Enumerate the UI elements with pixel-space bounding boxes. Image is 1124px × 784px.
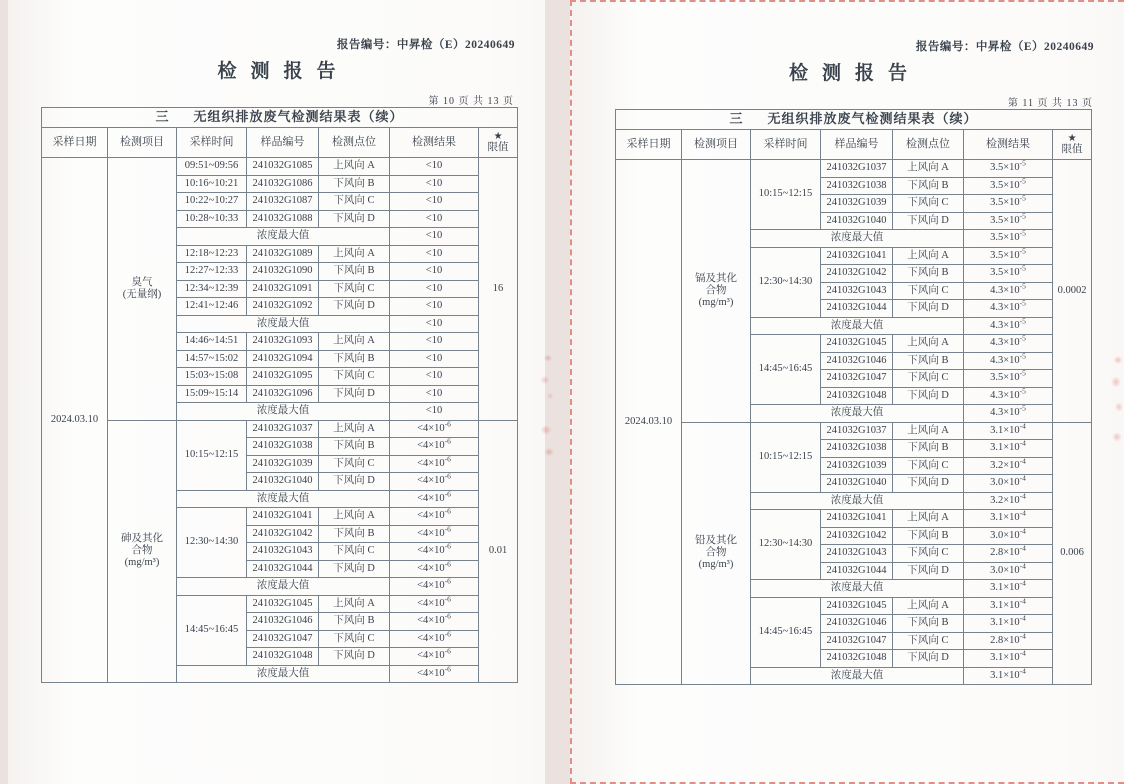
cell-sample: 241032G1045 [247, 595, 319, 613]
col-header-2: 采样时间 [751, 130, 821, 160]
cell-result: <10 [390, 263, 479, 281]
cell-location: 下风向 D [893, 475, 964, 493]
cell-location: 下风向 B [319, 525, 390, 543]
cell-time: 12:30~14:30 [751, 247, 821, 317]
cell-location: 下风向 B [893, 352, 964, 370]
cell-result: $3.2\times 10^{-4}$ [964, 492, 1053, 510]
cell-result: <10 [390, 385, 479, 403]
cell-sample: 241032G1087 [247, 193, 319, 211]
cell-sample: 241032G1040 [247, 473, 319, 491]
cell-limit: 0.006 [1053, 422, 1092, 685]
cell-date: 2024.03.10 [616, 160, 682, 685]
cell-sample: 241032G1045 [821, 335, 893, 353]
cell-location: 下风向 D [319, 210, 390, 228]
cell-location: 下风向 C [893, 457, 964, 475]
cell-location: 下风向 C [319, 543, 390, 561]
col-header-2: 采样时间 [177, 128, 247, 158]
cell-result: $3.1\times 10^{-4}$ [964, 440, 1053, 458]
cell-sample: 241032G1040 [821, 212, 893, 230]
cell-result: $3.5\times 10^{-5}$ [964, 160, 1053, 178]
cell-result: $3.1\times 10^{-4}$ [964, 510, 1053, 528]
cell-result: $4.3\times 10^{-5}$ [964, 282, 1053, 300]
cell-location: 上风向 A [319, 420, 390, 438]
cell-location: 下风向 D [893, 212, 964, 230]
cell-time: 10:16~10:21 [177, 175, 247, 193]
col-header-5: 检测结果 [964, 130, 1053, 160]
table-header-row [616, 130, 1092, 160]
cell-result: $4.3\times 10^{-5}$ [964, 317, 1053, 335]
cell-result: $4.3\times 10^{-5}$ [964, 387, 1053, 405]
cell-sample: 241032G1042 [821, 527, 893, 545]
cell-result: $3.1\times 10^{-4}$ [964, 667, 1053, 685]
cell-date: 2024.03.10 [42, 158, 108, 683]
cell-location: 下风向 D [319, 473, 390, 491]
cell-result: $<4\times 10^{-6}$ [390, 648, 479, 666]
cell-location: 下风向 B [893, 527, 964, 545]
cell-result: $3.5\times 10^{-5}$ [964, 247, 1053, 265]
cell-location: 上风向 A [319, 595, 390, 613]
cell-location: 上风向 A [319, 245, 390, 263]
col-header-1: 检测项目 [108, 128, 177, 158]
cell-sample: 241032G1041 [821, 247, 893, 265]
cell-result: <10 [390, 403, 479, 421]
cell-location: 上风向 A [319, 333, 390, 351]
cell-sample: 241032G1042 [821, 265, 893, 283]
cell-result: <10 [390, 368, 479, 386]
table-row [616, 160, 1092, 178]
cell-max-label: 浓度最大值 [751, 580, 964, 598]
table-row [42, 420, 518, 438]
cell-result: $3.5\times 10^{-5}$ [964, 230, 1053, 248]
cell-max-label: 浓度最大值 [177, 228, 390, 246]
report-number: 报告编号：中昇检（E）20240649 [336, 39, 515, 51]
cell-time: 10:15~12:15 [177, 420, 247, 490]
cell-time: 12:41~12:46 [177, 298, 247, 316]
cell-result: <10 [390, 280, 479, 298]
cell-sample: 241032G1096 [247, 385, 319, 403]
cell-result: <10 [390, 158, 479, 176]
cell-location: 上风向 A [319, 158, 390, 176]
cell-location: 下风向 D [319, 648, 390, 666]
cell-result: $3.1\times 10^{-4}$ [964, 615, 1053, 633]
cell-result: $3.1\times 10^{-4}$ [964, 422, 1053, 440]
cell-result: <10 [390, 210, 479, 228]
cell-location: 下风向 D [893, 387, 964, 405]
cell-max-label: 浓度最大值 [177, 665, 390, 683]
results-table [41, 107, 518, 683]
results-table-container [615, 109, 1092, 685]
cell-sample: 241032G1093 [247, 333, 319, 351]
report-page-10 [8, 0, 545, 784]
cell-location: 下风向 C [893, 632, 964, 650]
cell-location: 上风向 A [319, 508, 390, 526]
cell-time: 15:09~15:14 [177, 385, 247, 403]
cell-sample: 241032G1048 [821, 650, 893, 668]
cell-result: $4.3\times 10^{-5}$ [964, 300, 1053, 318]
cell-sample: 241032G1090 [247, 263, 319, 281]
cell-result: $4.3\times 10^{-5}$ [964, 405, 1053, 423]
cell-time: 12:30~14:30 [177, 508, 247, 578]
cell-sample: 241032G1091 [247, 280, 319, 298]
cell-result: $2.8\times 10^{-4}$ [964, 545, 1053, 563]
cell-limit: 0.01 [479, 420, 518, 683]
cell-result: $3.5\times 10^{-5}$ [964, 177, 1053, 195]
cell-item: 铅及其化 合物 (mg/m³) [682, 422, 751, 685]
cell-time: 09:51~09:56 [177, 158, 247, 176]
cell-max-label: 浓度最大值 [177, 578, 390, 596]
results-table-container [41, 107, 518, 683]
cell-result: $3.5\times 10^{-5}$ [964, 265, 1053, 283]
cell-location: 下风向 B [893, 265, 964, 283]
cell-sample: 241032G1037 [821, 160, 893, 178]
cell-result: $3.0\times 10^{-4}$ [964, 562, 1053, 580]
cell-result: $<4\times 10^{-6}$ [390, 613, 479, 631]
cell-sample: 241032G1043 [821, 545, 893, 563]
cell-sample: 241032G1042 [247, 525, 319, 543]
star-icon: ★ [1067, 132, 1077, 144]
cell-max-label: 浓度最大值 [177, 403, 390, 421]
cell-time: 14:57~15:02 [177, 350, 247, 368]
cell-location: 上风向 A [893, 335, 964, 353]
cell-sample: 241032G1047 [247, 630, 319, 648]
cell-max-label: 浓度最大值 [751, 667, 964, 685]
cell-sample: 241032G1048 [821, 387, 893, 405]
cell-result: $4.3\times 10^{-5}$ [964, 335, 1053, 353]
cell-result: <10 [390, 350, 479, 368]
report-number: 报告编号：中昇检（E）20240649 [915, 41, 1094, 53]
cell-sample: 241032G1041 [247, 508, 319, 526]
cell-location: 下风向 D [319, 298, 390, 316]
cell-location: 下风向 C [893, 195, 964, 213]
cell-item: 镉及其化 合物 (mg/m³) [682, 160, 751, 423]
cell-time: 12:34~12:39 [177, 280, 247, 298]
cell-time: 14:46~14:51 [177, 333, 247, 351]
cell-result: $<4\times 10^{-6}$ [390, 543, 479, 561]
cell-result: $3.1\times 10^{-4}$ [964, 580, 1053, 598]
cell-time: 10:28~10:33 [177, 210, 247, 228]
table-title [42, 108, 518, 128]
col-header-5: 检测结果 [390, 128, 479, 158]
cell-max-label: 浓度最大值 [177, 315, 390, 333]
cell-sample: 241032G1039 [821, 195, 893, 213]
cell-sample: 241032G1047 [821, 632, 893, 650]
cell-result: $<4\times 10^{-6}$ [390, 490, 479, 508]
cell-location: 下风向 D [893, 300, 964, 318]
cell-result: $2.8\times 10^{-4}$ [964, 632, 1053, 650]
cell-result: <10 [390, 175, 479, 193]
cell-sample: 241032G1038 [247, 438, 319, 456]
cell-location: 下风向 B [893, 177, 964, 195]
limit-header-label: 限值 [1061, 143, 1083, 155]
cell-location: 上风向 A [893, 510, 964, 528]
cell-item: 臭气 (无量纲) [108, 158, 177, 421]
table-title-row [616, 110, 1092, 130]
cell-location: 下风向 B [319, 350, 390, 368]
cell-result: <10 [390, 228, 479, 246]
cell-result: $<4\times 10^{-6}$ [390, 438, 479, 456]
cell-sample: 241032G1044 [821, 300, 893, 318]
cell-location: 下风向 D [319, 385, 390, 403]
cell-location: 下风向 C [893, 370, 964, 388]
cell-sample: 241032G1085 [247, 158, 319, 176]
cell-location: 下风向 C [893, 282, 964, 300]
cell-location: 上风向 A [893, 422, 964, 440]
col-header-0: 采样日期 [616, 130, 682, 160]
table-row [616, 422, 1092, 440]
cell-location: 下风向 B [893, 440, 964, 458]
cell-result: <10 [390, 333, 479, 351]
cell-location: 下风向 B [319, 175, 390, 193]
table-title-number: 三 [729, 111, 744, 127]
table-title-text: 无组织排放废气检测结果表（续） [193, 109, 404, 125]
cell-location: 下风向 B [893, 615, 964, 633]
results-table [615, 109, 1092, 685]
cell-sample: 241032G1046 [821, 615, 893, 633]
page-number-info: 第 10 页 共 13 页 [428, 96, 514, 107]
cell-result: <10 [390, 193, 479, 211]
cell-result: $<4\times 10^{-6}$ [390, 595, 479, 613]
cell-result: $4.3\times 10^{-5}$ [964, 352, 1053, 370]
cell-location: 下风向 C [319, 368, 390, 386]
cell-max-label: 浓度最大值 [751, 405, 964, 423]
cell-result: $3.5\times 10^{-5}$ [964, 370, 1053, 388]
cell-sample: 241032G1095 [247, 368, 319, 386]
page-title: 检测报告 [788, 63, 921, 84]
cell-time: 12:18~12:23 [177, 245, 247, 263]
cell-result: $3.1\times 10^{-4}$ [964, 597, 1053, 615]
cell-location: 上风向 A [893, 597, 964, 615]
cell-sample: 241032G1045 [821, 597, 893, 615]
cell-time: 14:45~16:45 [751, 335, 821, 405]
cell-location: 下风向 D [893, 562, 964, 580]
cell-item: 砷及其化 合物 (mg/m³) [108, 420, 177, 683]
cell-sample: 241032G1037 [821, 422, 893, 440]
cell-sample: 241032G1089 [247, 245, 319, 263]
cell-result: $<4\times 10^{-6}$ [390, 420, 479, 438]
cell-sample: 241032G1039 [247, 455, 319, 473]
cell-result: <10 [390, 298, 479, 316]
cell-location: 下风向 C [319, 630, 390, 648]
cell-sample: 241032G1094 [247, 350, 319, 368]
cell-time: 12:30~14:30 [751, 510, 821, 580]
cell-result: $<4\times 10^{-6}$ [390, 665, 479, 683]
report-page-11 [570, 0, 1124, 784]
cell-sample: 241032G1037 [247, 420, 319, 438]
cell-location: 下风向 B [319, 438, 390, 456]
cell-sample: 241032G1088 [247, 210, 319, 228]
cell-max-label: 浓度最大值 [751, 317, 964, 335]
cell-sample: 241032G1040 [821, 475, 893, 493]
page-number-info: 第 11 页 共 13 页 [1007, 98, 1093, 109]
cell-location: 上风向 A [893, 160, 964, 178]
cell-result: $<4\times 10^{-6}$ [390, 578, 479, 596]
col-header-3: 样品编号 [247, 128, 319, 158]
cell-time: 10:15~12:15 [751, 160, 821, 230]
cell-location: 下风向 B [319, 613, 390, 631]
cell-result: $<4\times 10^{-6}$ [390, 473, 479, 491]
col-header-limit [1053, 130, 1092, 160]
cell-time: 10:22~10:27 [177, 193, 247, 211]
cell-result: $3.5\times 10^{-5}$ [964, 195, 1053, 213]
cell-sample: 241032G1043 [247, 543, 319, 561]
cell-sample: 241032G1038 [821, 440, 893, 458]
cell-result: $3.1\times 10^{-4}$ [964, 650, 1053, 668]
cell-sample: 241032G1092 [247, 298, 319, 316]
cell-sample: 241032G1048 [247, 648, 319, 666]
cell-max-label: 浓度最大值 [751, 492, 964, 510]
cell-location: 下风向 C [319, 193, 390, 211]
cell-result: $3.0\times 10^{-4}$ [964, 475, 1053, 493]
cell-time: 14:45~16:45 [177, 595, 247, 665]
cell-sample: 241032G1041 [821, 510, 893, 528]
cell-max-label: 浓度最大值 [177, 490, 390, 508]
col-header-4: 检测点位 [893, 130, 964, 160]
cell-location: 下风向 D [893, 650, 964, 668]
cell-location: 下风向 B [319, 263, 390, 281]
cell-time: 10:15~12:15 [751, 422, 821, 492]
table-row [42, 158, 518, 176]
col-header-limit [479, 128, 518, 158]
cell-sample: 241032G1046 [821, 352, 893, 370]
cell-max-label: 浓度最大值 [751, 230, 964, 248]
cell-sample: 241032G1046 [247, 613, 319, 631]
cell-time: 14:45~16:45 [751, 597, 821, 667]
cell-result: $<4\times 10^{-6}$ [390, 560, 479, 578]
cell-result: $<4\times 10^{-6}$ [390, 508, 479, 526]
cell-sample: 241032G1044 [247, 560, 319, 578]
table-title-text: 无组织排放废气检测结果表（续） [767, 111, 978, 127]
table-header-row [42, 128, 518, 158]
cell-sample: 241032G1039 [821, 457, 893, 475]
cell-location: 下风向 C [893, 545, 964, 563]
table-title-row [42, 108, 518, 128]
cell-location: 下风向 D [319, 560, 390, 578]
col-header-0: 采样日期 [42, 128, 108, 158]
cell-result: $3.2\times 10^{-4}$ [964, 457, 1053, 475]
cell-time: 12:27~12:33 [177, 263, 247, 281]
cell-limit: 16 [479, 158, 518, 421]
cell-time: 15:03~15:08 [177, 368, 247, 386]
cell-result: $<4\times 10^{-6}$ [390, 630, 479, 648]
cell-sample: 241032G1047 [821, 370, 893, 388]
cell-location: 下风向 C [319, 280, 390, 298]
cell-sample: 241032G1043 [821, 282, 893, 300]
table-title-number: 三 [155, 109, 170, 125]
col-header-1: 检测项目 [682, 130, 751, 160]
cell-result: $<4\times 10^{-6}$ [390, 455, 479, 473]
cell-result: $3.5\times 10^{-5}$ [964, 212, 1053, 230]
star-icon: ★ [493, 130, 503, 142]
cell-result: <10 [390, 315, 479, 333]
col-header-3: 样品编号 [821, 130, 893, 160]
cell-result: $3.0\times 10^{-4}$ [964, 527, 1053, 545]
cell-sample: 241032G1038 [821, 177, 893, 195]
cell-location: 下风向 C [319, 455, 390, 473]
cell-sample: 241032G1044 [821, 562, 893, 580]
page-title: 检测报告 [217, 61, 350, 82]
cell-result: <10 [390, 245, 479, 263]
cell-location: 上风向 A [893, 247, 964, 265]
col-header-4: 检测点位 [319, 128, 390, 158]
cell-limit: 0.0002 [1053, 160, 1092, 423]
limit-header-label: 限值 [487, 141, 509, 153]
table-title [616, 110, 1092, 130]
cell-result: $<4\times 10^{-6}$ [390, 525, 479, 543]
cell-sample: 241032G1086 [247, 175, 319, 193]
